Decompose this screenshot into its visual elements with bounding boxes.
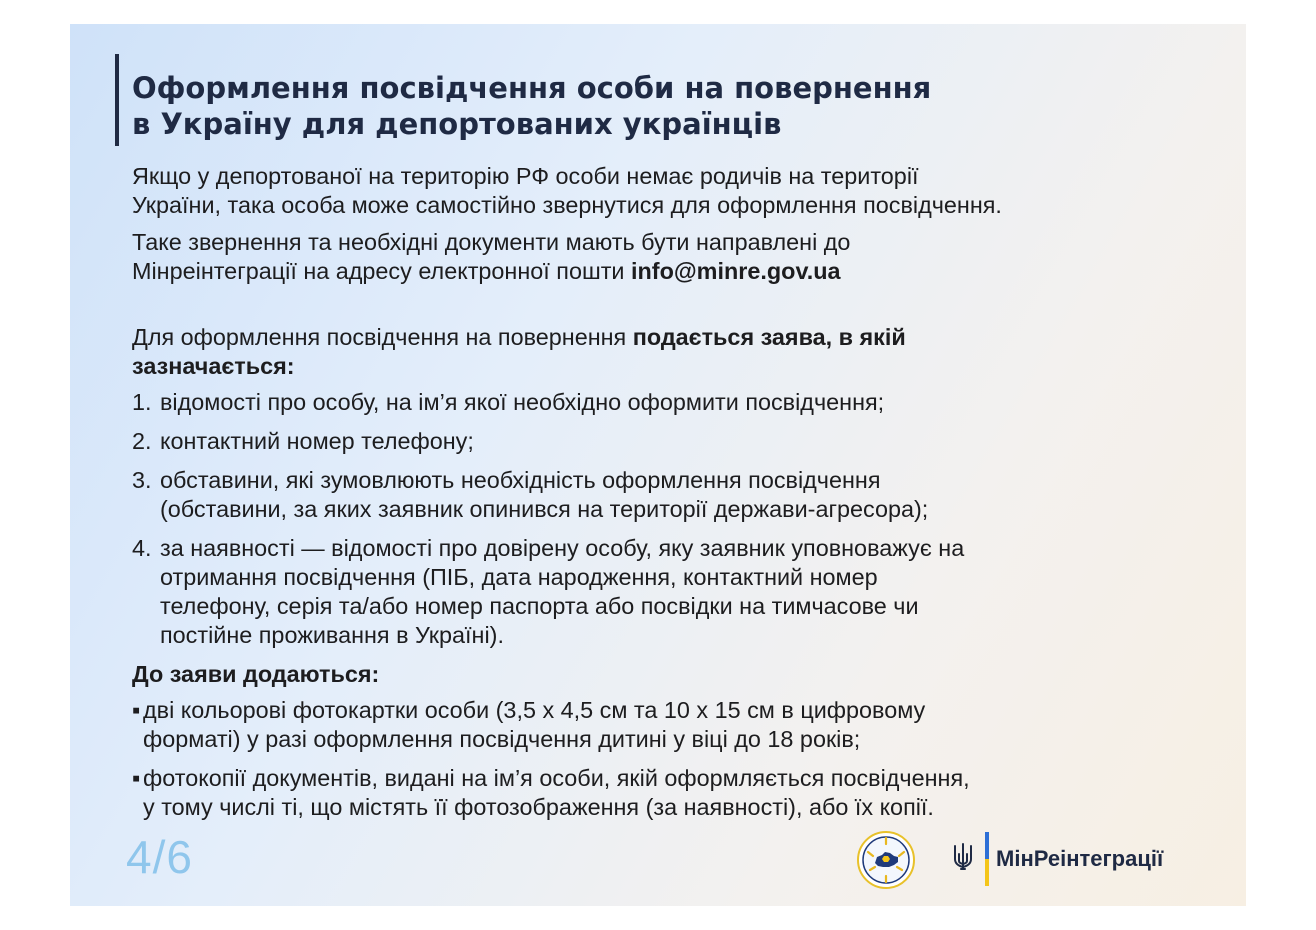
submission-line-2 — [132, 257, 1222, 286]
list-item-line: телефону, серія та/або номер паспорта або посвідки на тимчасове чи — [160, 593, 919, 619]
title-accent-bar — [115, 54, 119, 146]
list-item — [132, 764, 1222, 822]
page-title-line-1: Оформлення посвідчення особи на повернення — [132, 71, 932, 105]
submission-line-1: Таке звернення та необхідні документи мають бути направлені до — [132, 229, 851, 255]
brand-flag-yellow — [985, 859, 989, 886]
list-item-line: дві кольорові фотокартки особи (3,5 х 4,5 см та 10 х 15 см в цифровому — [143, 697, 926, 723]
main-content — [132, 162, 1222, 832]
list-item-line: контактний номер телефону; — [160, 428, 474, 454]
page-title-line-2: в Україну для депортованих українців — [132, 107, 782, 141]
brand-name: МінРеінтеграції — [996, 846, 1164, 871]
list-item-number: 3. — [132, 467, 152, 493]
list-item-number: 2. — [132, 428, 152, 454]
ministry-seal-icon — [856, 830, 916, 890]
application-lead-line-1 — [132, 323, 1222, 352]
list-item — [132, 696, 1222, 754]
list-item — [132, 388, 1222, 417]
intro-paragraph — [132, 162, 1222, 220]
application-lead-bold-2: зазначається: — [132, 353, 295, 379]
square-bullet-icon: ▪ — [132, 697, 141, 723]
ukraine-trident-icon — [952, 842, 974, 872]
list-item-line: відомості про особу, на ім’я якої необхідно оформити посвідчення; — [160, 389, 885, 415]
application-items-list — [132, 388, 1222, 650]
brand-flag-blue — [985, 832, 989, 859]
list-item-line: (обставини, за яких заявник опинився на території держави-агресора); — [160, 496, 929, 522]
square-bullet-icon: ▪ — [132, 765, 141, 791]
email-address: info@minre.gov.ua — [631, 258, 841, 284]
list-item-line: постійне проживання в Україні). — [160, 622, 504, 648]
intro-line-1: Якщо у депортованої на територію РФ особи немає родичів на території — [132, 163, 919, 189]
list-item — [132, 466, 1222, 524]
list-item — [132, 534, 1222, 650]
slide-card — [70, 24, 1246, 906]
application-lead — [132, 323, 1222, 381]
attachments-heading: До заяви додаються: — [132, 661, 380, 687]
list-item-line: обставини, які зумовлюють необхідність оформлення посвідчення — [160, 467, 881, 493]
list-item-line: у тому числі ті, що містять її фотозображення (за наявності), або їх копії. — [143, 794, 934, 820]
list-item-line: отримання посвідчення (ПІБ, дата народження, контактний номер — [160, 564, 878, 590]
application-lead-text: Для оформлення посвідчення на повернення — [132, 324, 633, 350]
intro-line-2: України, така особа може самостійно звернутися для оформлення посвідчення. — [132, 192, 1002, 218]
page-number: 4/6 — [126, 831, 193, 883]
list-item-line: фотокопії документів, видані на ім’я особи, якій оформляється посвідчення, — [143, 765, 970, 791]
list-item-number: 4. — [132, 535, 152, 561]
list-item-line: форматі) у разі оформлення посвідчення дитині у віці до 18 років; — [143, 726, 861, 752]
page-title — [132, 70, 1132, 142]
submission-line-2-text: Мінреінтеграції на адресу електронної пошти — [132, 258, 631, 284]
list-item — [132, 427, 1222, 456]
submission-paragraph — [132, 228, 1222, 286]
list-item-number: 1. — [132, 389, 152, 415]
brand-flag-bar — [985, 832, 989, 886]
attachments-list — [132, 696, 1222, 822]
list-item-line: за наявності — відомості про довірену особу, яку заявник уповноважує на — [160, 535, 965, 561]
application-lead-bold-1: подається заява, в якій — [632, 324, 906, 350]
